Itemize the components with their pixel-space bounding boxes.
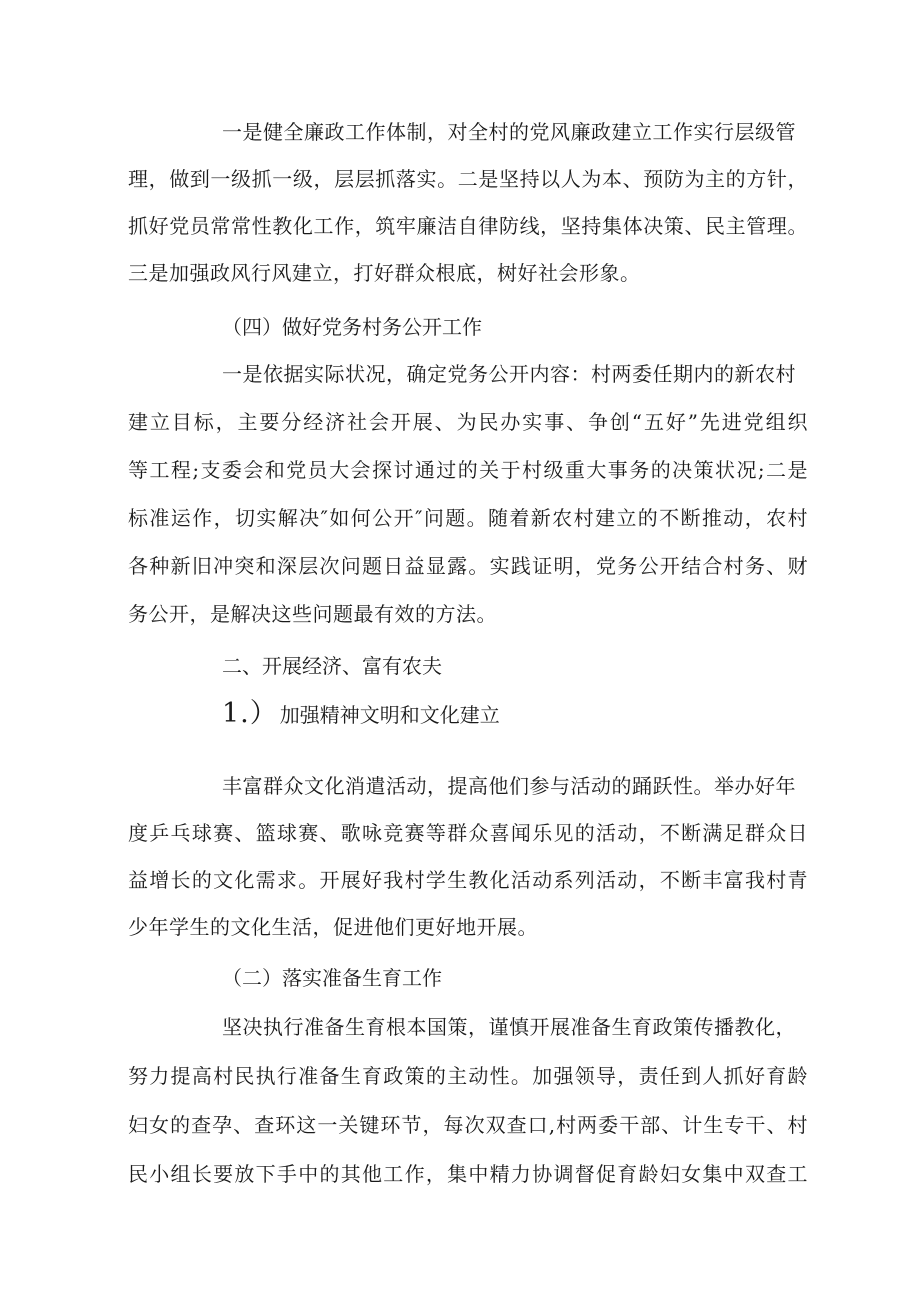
paragraph-line: 度乒乓球赛、篮球赛、歌咏竞赛等群众喜闻乐见的活动，不断满足群众日 (128, 821, 808, 845)
paragraph-line: 坚决执行准备生育根本国策，谨慎开展准备生育政策传播教化， (222, 1015, 796, 1039)
paragraph-line: 理，做到一级抓一级，层层抓落实。二是坚持以人为本、预防为主的方针， (128, 167, 808, 191)
paragraph-line: 各种新旧冲突和深层次问题日益显露。实践证明，党务公开结合村务、财 (128, 554, 808, 578)
paragraph-line: 益增长的文化需求。开展好我村学生教化活动系列活动，不断丰富我村青 (128, 868, 808, 892)
section-heading: （四）做好党务村务公开工作 (222, 315, 482, 339)
paragraph-line: 务公开，是解决这些问题最有效的方法。 (128, 602, 497, 626)
section-heading: （二）落实准备生育工作 (222, 966, 442, 990)
numbered-heading (222, 700, 500, 729)
paragraph-line: 一是依据实际状况，确定党务公开内容：村两委任期内的新农村 (222, 362, 796, 386)
paragraph-line: 建立目标，主要分经济社会开展、为民办实事、争创“五好”先进党组织 (128, 410, 808, 434)
paragraph-line: 抓好党员常常性教化工作，筑牢廉洁自律防线，坚持集体决策、民主管理。 (128, 214, 808, 238)
paragraph-line: 标准运作，切实解决″如何公开″问题。随着新农村建立的不断推动，农村 (128, 506, 808, 530)
paragraph-line: 妇女的查孕、查环这一关键环节，每次双查口,村两委干部、计生专干、村 (128, 1113, 808, 1137)
heading-number: 1.） (222, 698, 278, 729)
chapter-heading: 二、开展经济、富有农夫 (222, 654, 442, 678)
paragraph-line: 等工程;支委会和党员大会探讨通过的关于村级重大事务的决策状况;二是 (128, 458, 808, 482)
paragraph-line: 丰富群众文化消遣活动，提高他们参与活动的踊跃性。举办好年 (222, 774, 796, 798)
paragraph-line: 少年学生的文化生活，促进他们更好地开展。 (128, 915, 538, 939)
paragraph-line: 民小组长要放下手中的其他工作，集中精力协调督促育龄妇女集中双查工 (128, 1162, 808, 1186)
heading-text: 加强精神文明和文化建立 (279, 703, 500, 727)
paragraph-line: 三是加强政风行风建立，打好群众根底，树好社会形象。 (128, 261, 641, 285)
paragraph-line: 努力提高村民执行准备生育政策的主动性。加强领导，责任到人抓好育龄 (128, 1064, 808, 1088)
paragraph-line: 一是健全廉政工作体制，对全村的党风廉政建立工作实行层级管 (222, 120, 796, 144)
